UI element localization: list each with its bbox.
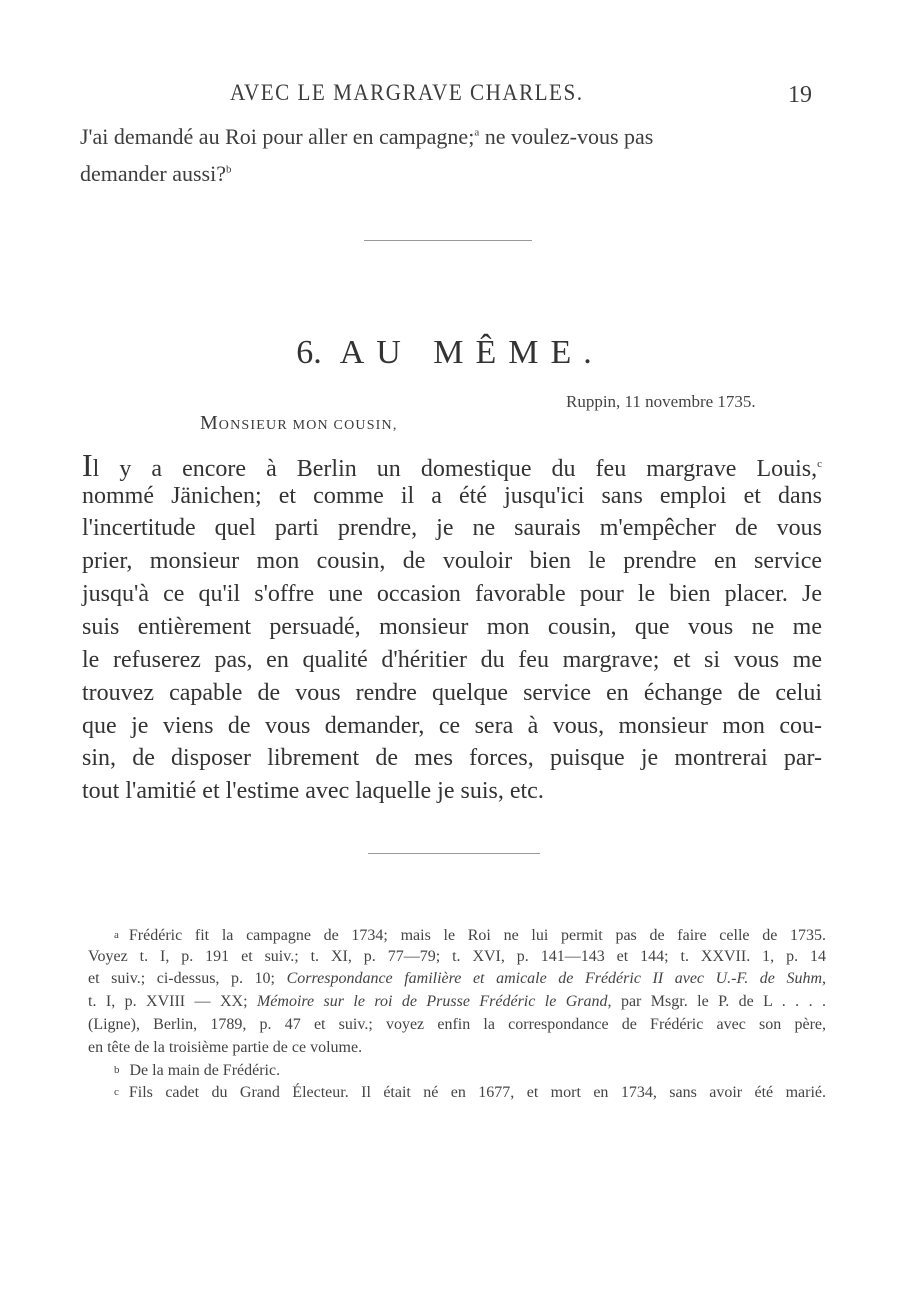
text: J'ai demandé au Roi pour aller en campagne; (80, 124, 475, 149)
footnote-ref[interactable]: a (474, 126, 480, 139)
text: De la main de Frédéric. (129, 1062, 281, 1079)
work-title: Mémoire sur le roi de Prusse Frédéric le Grand (256, 993, 608, 1010)
salutation (200, 412, 398, 435)
body-line (82, 447, 822, 484)
dateline: Ruppin, 11 novembre 1735. (566, 392, 756, 411)
body-line: l'incertitude quel parti prendre, je ne saurais m'empêcher de vous (82, 515, 822, 541)
footnote-ref[interactable]: c (817, 458, 822, 470)
body-line: nommé Jänichen; et comme il a été jusqu'ici sans emploi et dans (82, 483, 822, 509)
section-divider (368, 853, 540, 854)
salutation-rest: ONSIEUR MON COUSIN, (218, 418, 398, 433)
footnote-c (114, 1084, 826, 1102)
text: , (822, 970, 826, 987)
body-line: jusqu'à ce qu'il s'offre une occasion favorable pour le bien placer. Je (82, 581, 822, 607)
body-line: trouvez capable de vous rendre quelque service en échange de celui (82, 680, 822, 706)
footnote-a-line: Voyez t. I, p. 191 et suiv.; t. XI, p. 77—79; t. XVI, p. 141—143 et 144; t. XXVII. 1, p. 14 (88, 948, 826, 965)
text: Frédéric fit la campagne de 1734; mais le Roi ne lui permit pas de faire celle de 1735. (128, 927, 826, 944)
text: Fils cadet du Grand Électeur. Il était né en 1677, et mort en 1734, sans avoir été marié. (128, 1084, 826, 1101)
previous-letter-line (80, 124, 815, 150)
section-divider (364, 240, 532, 241)
body-line: que je viens de vous demander, ce sera à vous, monsieur mon cou- (82, 713, 822, 739)
text: demander aussi? (80, 161, 226, 186)
drop-cap: I (82, 447, 93, 483)
body-line: sin, de disposer librement de mes forces, puisque je montrerai par- (82, 745, 822, 771)
work-title: Correspondance familière et amicale de Frédéric II avec U.-F. de Suhm (286, 970, 822, 987)
previous-letter-line (80, 161, 815, 187)
footnote-mark: b (114, 1064, 120, 1076)
body-line: le refuserez pas, en qualité d'héritier du feu margrave; et si vous me (82, 647, 822, 673)
text: et suiv.; ci-dessus, p. 10; (88, 970, 287, 987)
text: t. I, p. XVIII — XX; (88, 993, 257, 1010)
page-number: 19 (788, 82, 812, 108)
salutation-initial: M (200, 412, 219, 434)
running-title: AVEC LE MARGRAVE CHARLES. (230, 80, 584, 105)
footnote-b (114, 1062, 852, 1080)
footnote-a-line (88, 970, 826, 988)
text: l y a encore à Berlin un domestique du feu margrave Louis, (92, 456, 818, 482)
footnote-a (114, 927, 826, 945)
text: ne voulez-vous pas (479, 124, 654, 149)
footnote-mark: c (114, 1086, 119, 1098)
footnote-ref[interactable]: b (226, 163, 232, 176)
letter-title: AU MÊME. (339, 334, 604, 371)
footnote-mark: a (114, 929, 119, 941)
text: , par Msgr. le P. de L . . . . (607, 993, 827, 1010)
footnote-a-line: en tête de la troisième partie de ce volume. (88, 1039, 363, 1056)
body-line: tout l'amitié et l'estime avec laquelle je suis, etc. (82, 778, 544, 804)
footnote-a-line: (Ligne), Berlin, 1789, p. 47 et suiv.; voyez enfin la correspondance de Frédéric avec son père, (88, 1016, 826, 1033)
letter-heading (0, 334, 900, 372)
footnote-a-line (88, 993, 826, 1011)
body-line: suis entièrement persuadé, monsieur mon cousin, que vous ne me (82, 614, 822, 640)
body-line: prier, monsieur mon cousin, de vouloir bien le prendre en service (82, 548, 822, 574)
letter-number: 6. (296, 334, 322, 371)
